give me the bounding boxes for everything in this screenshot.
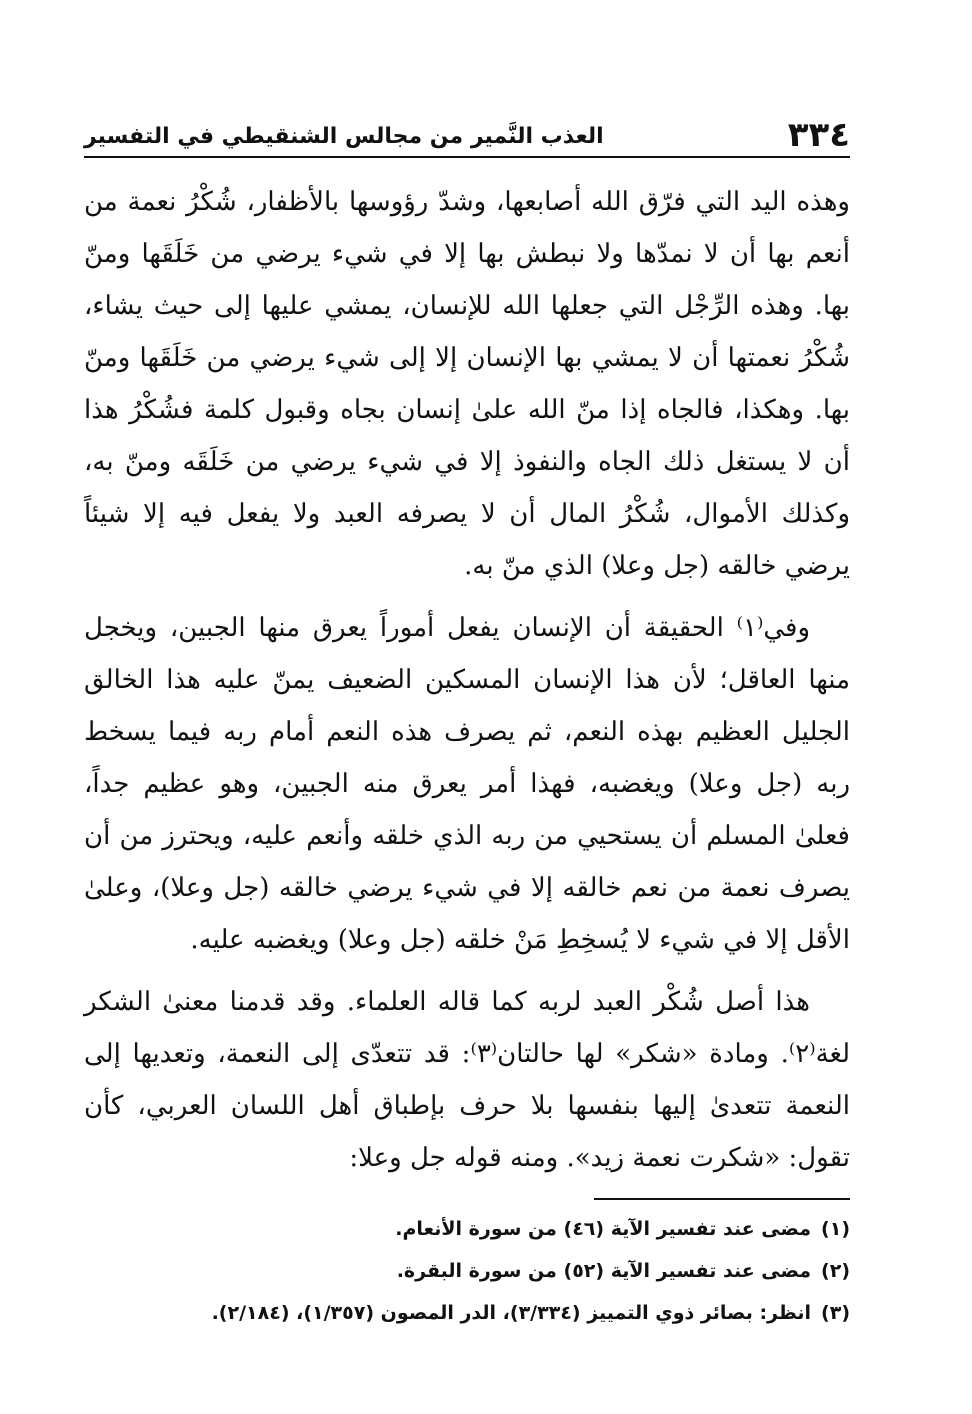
footnote-number: (١) [821,1218,850,1240]
footnote [84,1250,850,1292]
page-header [84,102,850,158]
paragraph: هذا أصل شُكْر العبد لربه كما قاله العلماء. وقد قدمنا معنىٰ الشكر لغة⁽٢⁾. ومادة «شكر» لها حالتان⁽٣⁾: قد تتعدّى إلى النعمة، وتعديها إلى النعمة تتعدىٰ إليها بنفسها بلا حرف بإطباق أهل اللسان العربي، كأن تقول: «شكرت نعمة زيد». ومنه قوله جل وعلا: [84,987,850,1173]
body-text [84,176,850,1184]
footnote-number: (٢) [821,1260,850,1282]
footnote-number: (٣) [821,1302,850,1324]
running-title: العذب النَّمير من مجالس الشنقيطي في التفسير [84,124,604,149]
paragraph: وفي⁽١⁾ الحقيقة أن الإنسان يفعل أموراً يعرق منها الجبين، ويخجل منها العاقل؛ لأن هذا الإنسان المسكين الضعيف يمنّ عليه هذا الخالق الجليل العظيم بهذه النعم، ثم يصرف هذه النعم أمام ربه فيما يسخط ربه (جل وعلا) ويغضبه، فهذا أمر يعرق منه الجبين، وهو عظيم جداً، فعلىٰ المسلم أن يستحيي من ربه الذي خلقه وأنعم عليه، ويحترز من أن يصرف نعمة من نعم خالقه إلا في شيء يرضي خالقه (جل وعلا)، وعلىٰ الأقل إلا في شيء لا يُسخِطِ مَنْ خلقه (جل وعلا) ويغضبه عليه. [84,613,850,955]
footnote-text: مضى عند تفسير الآية (٤٦) من سورة الأنعام. [395,1218,812,1240]
paragraph: وهذه اليد التي فرّق الله أصابعها، وشدّ رؤوسها بالأظفار، شُكْرُ نعمة من أنعم بها أن لا نمدّها ولا نبطش بها إلا في شيء يرضي من خَلَقَها ومنّ بها. وهذه الرِّجْل التي جعلها الله للإنسان، يمشي عليها إلى حيث يشاء، شُكْرُ نعمتها أن لا يمشي بها الإنسان إلا إلى شيء يرضي من خَلَقَها ومنّ بها. وهكذا، فالجاه إذا منّ الله علىٰ إنسان بجاه وقبول كلمة فشُكْرُ هذا أن لا يستغل ذلك الجاه والنفوذ إلا في شيء يرضي من خَلَقَه ومنّ به، وكذلك الأموال، شُكْرُ المال أن لا يصرفه العبد ولا يفعل فيه إلا شيئاً يرضي خالقه (جل وعلا) الذي منّ به. [84,187,850,581]
footnote [84,1208,850,1250]
footnote-separator [594,1198,850,1200]
footnotes [84,1208,850,1334]
footnote-text: انظر: بصائر ذوي التمييز (٣/٣٣٤)، الدر المصون (١/٣٥٧)، (٢/١٨٤). [211,1302,812,1324]
page-number: ٣٣٤ [787,115,850,155]
book-page [84,102,850,1334]
footnote [84,1292,850,1334]
footnote-text: مضى عند تفسير الآية (٥٢) من سورة البقرة. [396,1260,812,1282]
